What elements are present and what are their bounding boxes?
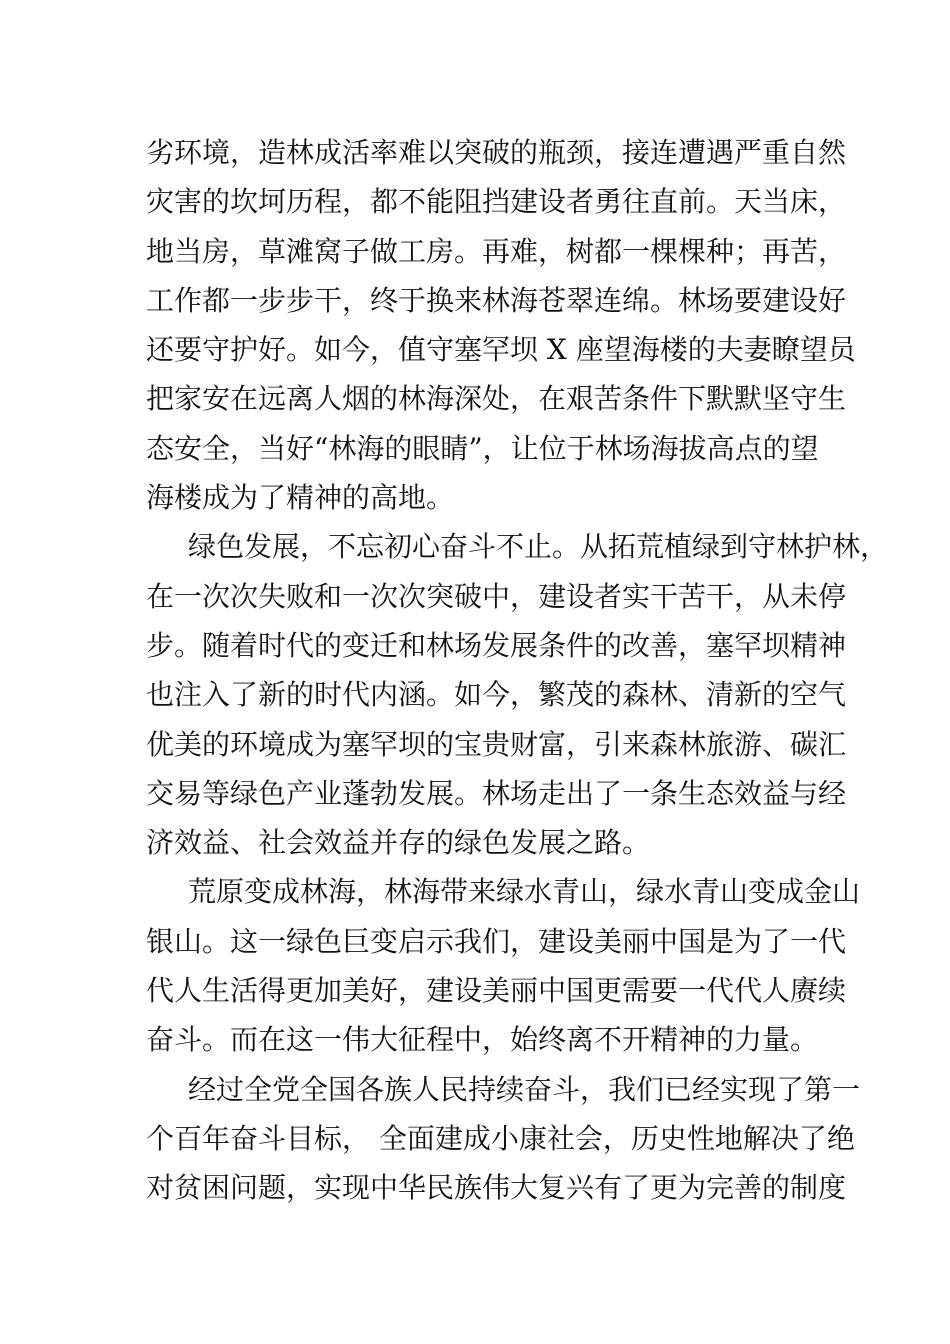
paragraph-4	[146, 1065, 861, 1213]
text-line: 奋斗。而在这一伟大征程中，始终离不开精神的力量。	[146, 1023, 819, 1057]
text-line: 海楼成为了精神的高地。	[146, 481, 455, 515]
text-line: 劣环境，造林成活率难以突破的瓶颈，接连遭遇严重自然	[146, 136, 847, 169]
text-line: 绿色发展，不忘初心奋斗不止。从拓荒植绿到守林护林，	[188, 530, 889, 564]
text-line: 银山。这一绿色巨变启示我们，建设美丽中国是为了一代	[146, 924, 847, 958]
text-line: 个百年奋斗目标， 全面建成小康社会，历史性地解决了绝	[146, 1121, 855, 1155]
text-line: 经过全党全国各族人民持续奋斗，我们已经实现了第一	[188, 1072, 861, 1106]
text-line: 也注入了新的时代内涵。如今，繁茂的森林、清新的空气	[146, 678, 847, 712]
paragraph-2	[146, 522, 889, 867]
paragraph-3	[146, 867, 861, 1064]
text-line: 把家安在远离人烟的林海深处，在艰苦条件下默默坚守生	[146, 382, 847, 416]
text-line: 在一次次失败和一次次突破中，建设者实干苦干，从未停	[146, 579, 847, 613]
text-line: 荒原变成林海，林海带来绿水青山，绿水青山变成金山	[188, 875, 861, 909]
text-line: 灾害的坎坷历程，都不能阻挡建设者勇往直前。天当床，	[146, 185, 847, 219]
text-line: 济效益、社会效益并存的绿色发展之路。	[146, 826, 651, 860]
text-line: 态安全，当好“林海的眼睛”，让位于林场海拔高点的望	[146, 431, 819, 465]
paragraph-1	[146, 128, 856, 522]
text-line: 地当房，草滩窝子做工房。再难，树都一棵棵种；再苦，	[146, 234, 847, 268]
text-line: 代人生活得更加美好，建设美丽中国更需要一代代人赓续	[146, 974, 847, 1008]
text-line: 工作都一步步干，终于换来林海苍翠连绵。林场要建设好	[146, 283, 847, 317]
document-body	[146, 128, 889, 1213]
text-line: 步。随着时代的变迁和林场发展条件的改善，塞罕坝精神	[146, 628, 847, 662]
text-line: 对贫困问题，实现中华民族伟大复兴有了更为完善的制度	[146, 1171, 847, 1205]
text-line: 还要守护好。如今，值守塞罕坝 X 座望海楼的夫妻瞭望员	[146, 333, 856, 367]
text-line: 交易等绿色产业蓬勃发展。林场走出了一条生态效益与经	[146, 776, 847, 810]
text-line: 优美的环境成为塞罕坝的宝贵财富，引来森林旅游、碳汇	[146, 727, 847, 761]
